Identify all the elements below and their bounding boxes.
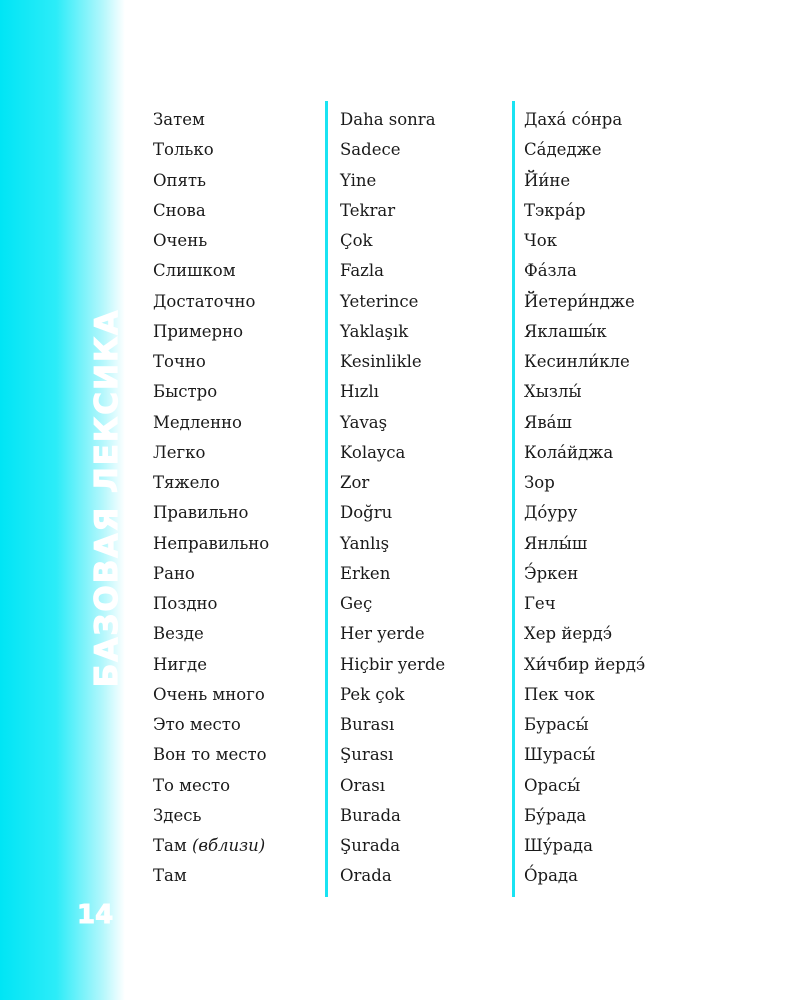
transcription-word-text: Тэкрáр	[524, 200, 586, 220]
russian-word-text: Нигде	[153, 654, 207, 674]
transcription-word	[524, 771, 645, 801]
transcription-word	[524, 619, 645, 649]
transcription-word-text: Дóуру	[524, 503, 578, 523]
russian-word-text: Медленно	[153, 412, 242, 432]
transcription-word-text: Явáш	[524, 412, 572, 432]
russian-word-text: Легко	[153, 442, 206, 462]
russian-word	[153, 861, 269, 891]
russian-word-text: Тяжело	[153, 473, 220, 492]
russian-word	[153, 589, 269, 619]
turkish-word	[340, 438, 445, 468]
russian-word-text: Поздно	[153, 594, 218, 613]
transcription-word	[524, 650, 645, 680]
transcription-word	[524, 468, 645, 498]
transcription-word	[524, 105, 645, 135]
transcription-word	[524, 559, 645, 589]
transcription-word	[524, 438, 645, 468]
transcription-word	[524, 408, 645, 438]
turkish-word-text: Yeterince	[340, 291, 419, 311]
transcription-word	[524, 740, 645, 770]
turkish-word-text: Yine	[340, 170, 377, 190]
turkish-word-text: Orası	[340, 775, 385, 795]
transcription-word-text: Зор	[524, 473, 555, 492]
turkish-word-text: Zor	[340, 473, 370, 492]
russian-word	[153, 619, 269, 649]
turkish-word	[340, 105, 445, 135]
turkish-word	[340, 256, 445, 286]
turkish-word	[340, 831, 445, 861]
page-number: 14	[77, 900, 114, 930]
transcription-word	[524, 861, 645, 891]
russian-word	[153, 831, 269, 861]
turkish-word-text: Yavaş	[340, 412, 388, 432]
transcription-word	[524, 287, 645, 317]
russian-word	[153, 256, 269, 286]
turkish-word-text: Hiçbir yerde	[340, 654, 446, 674]
russian-word	[153, 740, 269, 770]
transcription-word-text: Хызлы́	[524, 382, 582, 402]
section-title: БАЗОВАЯ ЛЕКСИКА	[89, 308, 125, 688]
transcription-word	[524, 680, 645, 710]
russian-word	[153, 347, 269, 377]
russian-word	[153, 710, 269, 740]
russian-word	[153, 105, 269, 135]
russian-word-text: Вон то место	[153, 745, 267, 765]
russian-word-text: Снова	[153, 200, 206, 220]
turkish-word-text: Çok	[340, 231, 373, 250]
russian-word-text: Достаточно	[153, 291, 256, 311]
turkish-word	[340, 740, 445, 770]
transcription-word-text: Сáдедже	[524, 140, 602, 160]
turkish-word	[340, 377, 445, 407]
russian-word-text: То место	[153, 775, 231, 795]
turkish-word	[340, 801, 445, 831]
transcription-word-text: О́рада	[524, 866, 578, 886]
transcription-word-text: Э́ркен	[524, 563, 579, 583]
turkish-word	[340, 619, 445, 649]
transcription-word	[524, 226, 645, 256]
transcription-word-text: Фáзла	[524, 261, 577, 281]
turkish-word-text: Erken	[340, 563, 391, 583]
transcription-word-text: Шурасы́	[524, 745, 596, 765]
russian-word	[153, 135, 269, 165]
russian-word	[153, 287, 269, 317]
russian-word-text: Только	[153, 140, 214, 160]
transcription-word-text: Орасы́	[524, 775, 581, 795]
turkish-word-text: Hızlı	[340, 382, 379, 402]
russian-word	[153, 680, 269, 710]
turkish-word-text: Sadece	[340, 140, 401, 160]
russian-word-text: Это место	[153, 715, 241, 734]
turkish-word	[340, 498, 445, 528]
column-divider-right	[512, 101, 515, 897]
turkish-word	[340, 771, 445, 801]
turkish-word	[340, 650, 445, 680]
turkish-word-text: Kolayca	[340, 442, 406, 462]
turkish-word-text: Her yerde	[340, 624, 425, 644]
transcription-word	[524, 196, 645, 226]
transcription-word	[524, 498, 645, 528]
russian-word	[153, 498, 269, 528]
transcription-word-text: Бурасы́	[524, 715, 589, 734]
russian-word-text: Там	[153, 836, 187, 855]
russian-word-text: Неправильно	[153, 533, 270, 553]
russian-word-text: Затем	[153, 110, 205, 129]
transcription-word-text: Хи́чбир йердэ́	[524, 654, 646, 674]
turkish-word-text: Kesinlikle	[340, 352, 422, 371]
turkish-word	[340, 559, 445, 589]
russian-word	[153, 559, 269, 589]
turkish-word-text: Orada	[340, 866, 392, 886]
russian-word	[153, 166, 269, 196]
turkish-word-text: Şurada	[340, 836, 401, 855]
turkish-word-text: Şurası	[340, 745, 394, 765]
turkish-column	[340, 105, 445, 892]
russian-word-text: Здесь	[153, 805, 202, 825]
turkish-word-text: Tekrar	[340, 200, 396, 220]
turkish-word	[340, 861, 445, 891]
russian-word	[153, 438, 269, 468]
transcription-word	[524, 256, 645, 286]
russian-word-text: Слишком	[153, 261, 236, 281]
turkish-word-text: Pek çok	[340, 684, 405, 704]
russian-word	[153, 801, 269, 831]
transcription-word-text: Бу́рада	[524, 805, 587, 825]
turkish-word	[340, 589, 445, 619]
russian-word-text: Правильно	[153, 503, 249, 523]
turkish-word-text: Doğru	[340, 503, 393, 523]
russian-word	[153, 468, 269, 498]
transcription-word	[524, 710, 645, 740]
turkish-word	[340, 196, 445, 226]
russian-word-text: Рано	[153, 563, 195, 583]
transcription-word-text: Янлы́ш	[524, 533, 588, 553]
russian-word	[153, 317, 269, 347]
transcription-word-text: Йи́не	[524, 170, 571, 190]
turkish-word	[340, 317, 445, 347]
turkish-word-text: Fazla	[340, 261, 384, 281]
russian-word	[153, 377, 269, 407]
transcription-word-text: Кесинли́кле	[524, 352, 630, 371]
turkish-word	[340, 287, 445, 317]
russian-word-text: Очень много	[153, 684, 265, 704]
russian-word-text: Примерно	[153, 321, 244, 341]
russian-column	[153, 105, 269, 892]
russian-word-text: Опять	[153, 170, 207, 190]
transcription-word	[524, 135, 645, 165]
transcription-word	[524, 589, 645, 619]
russian-word	[153, 408, 269, 438]
turkish-word-text: Geç	[340, 594, 373, 613]
turkish-word	[340, 166, 445, 196]
russian-word	[153, 196, 269, 226]
transcription-word	[524, 831, 645, 861]
transcription-word	[524, 377, 645, 407]
turkish-word-text: Yaklaşık	[340, 321, 409, 341]
russian-word-text: Точно	[153, 352, 206, 371]
transcription-word	[524, 801, 645, 831]
russian-word	[153, 529, 269, 559]
turkish-word	[340, 408, 445, 438]
transcription-column	[524, 105, 645, 892]
russian-word-text: Везде	[153, 624, 204, 644]
transcription-word	[524, 166, 645, 196]
transcription-word-text: Шу́рада	[524, 836, 593, 855]
russian-word-text: Очень	[153, 231, 208, 250]
transcription-word-text: Йетери́ндже	[524, 291, 635, 311]
transcription-word-text: Чок	[524, 231, 557, 250]
russian-note: (вблизи)	[191, 836, 266, 855]
turkish-word-text: Burada	[340, 805, 401, 825]
transcription-word-text: Дахá сóнра	[524, 110, 623, 129]
transcription-word-text: Геч	[524, 594, 556, 613]
turkish-word	[340, 135, 445, 165]
turkish-word	[340, 226, 445, 256]
transcription-word-text: Колáйджа	[524, 442, 614, 462]
turkish-word	[340, 680, 445, 710]
transcription-word-text: Яклашы́к	[524, 321, 607, 341]
russian-word-text: Быстро	[153, 382, 218, 402]
turkish-word	[340, 710, 445, 740]
russian-word-text: Там	[153, 866, 187, 886]
transcription-word-text: Пек чок	[524, 684, 595, 704]
turkish-word-text: Burası	[340, 715, 395, 734]
turkish-word	[340, 347, 445, 377]
turkish-word	[340, 529, 445, 559]
transcription-word	[524, 529, 645, 559]
transcription-word-text: Хер йердэ́	[524, 624, 613, 644]
russian-word	[153, 771, 269, 801]
russian-word	[153, 226, 269, 256]
turkish-word	[340, 468, 445, 498]
russian-word	[153, 650, 269, 680]
turkish-word-text: Yanlış	[340, 533, 390, 553]
transcription-word	[524, 347, 645, 377]
column-divider-left	[325, 101, 328, 897]
turkish-word-text: Daha sonra	[340, 110, 436, 129]
transcription-word	[524, 317, 645, 347]
